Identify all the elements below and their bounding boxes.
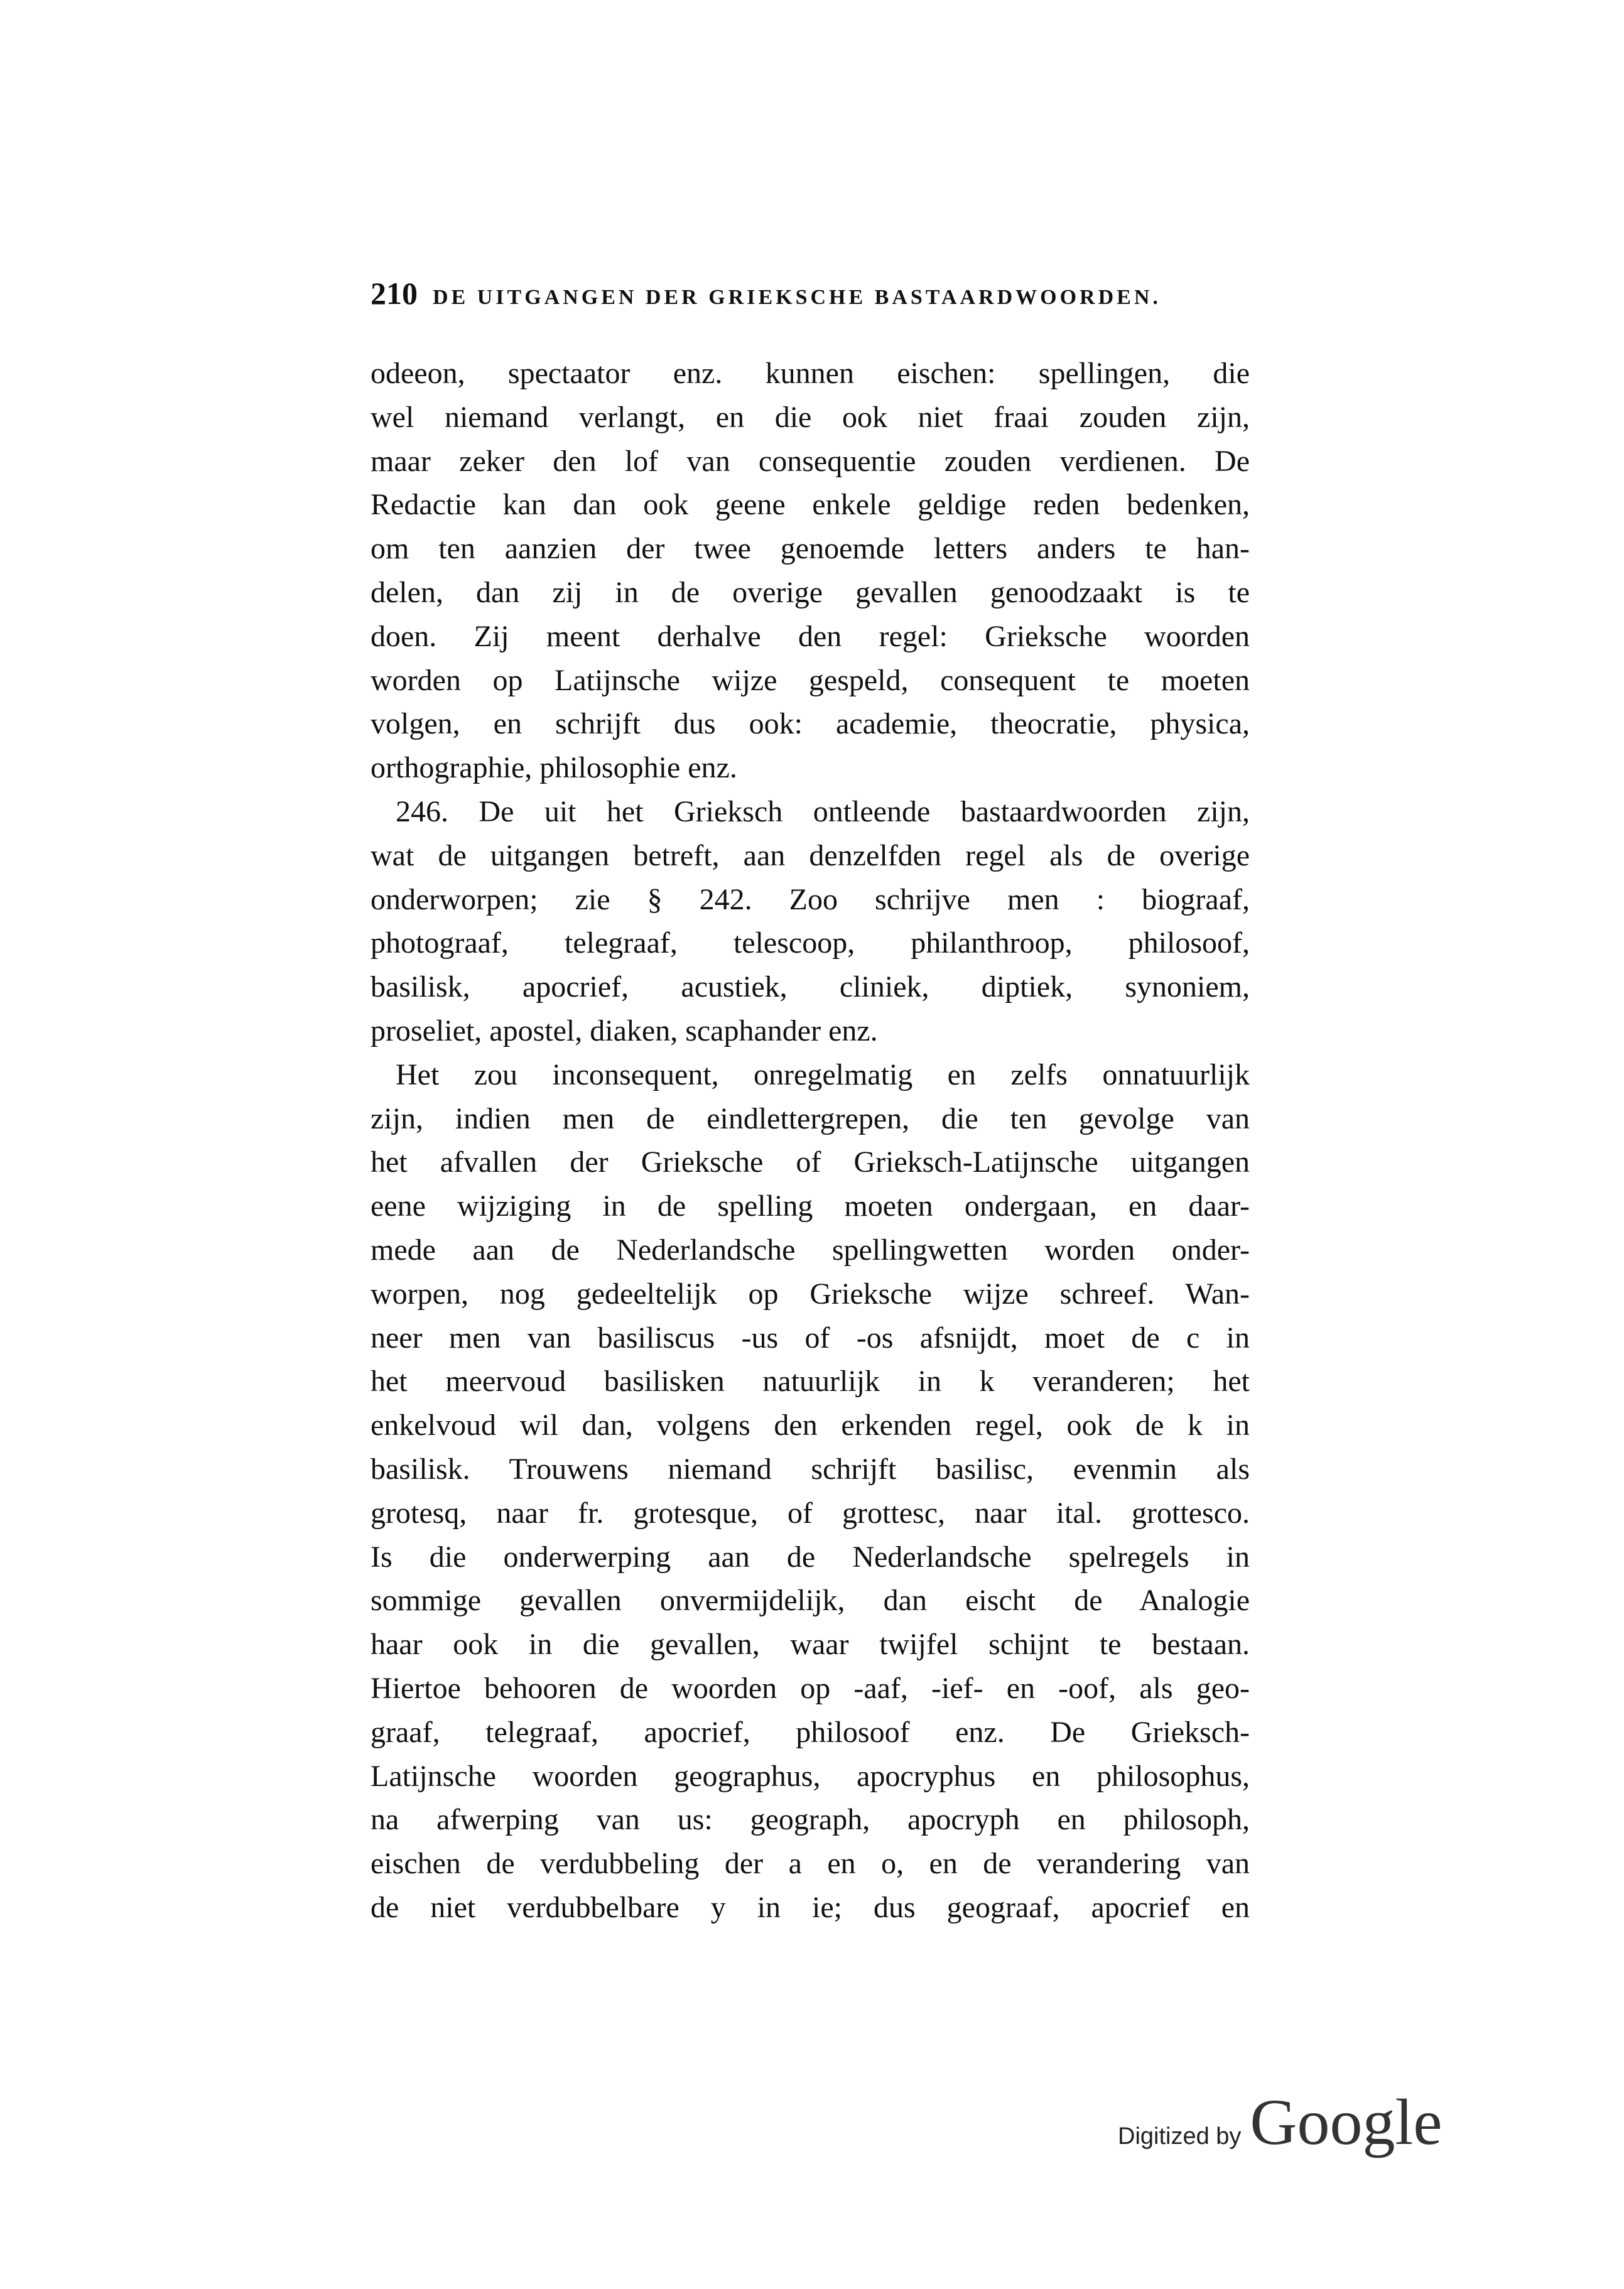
text-line: volgen, en schrijft dus ook: academie, theocratie, physica, (371, 707, 1250, 741)
text-line: om ten aanzien der twee genoemde letters anders te han- (371, 532, 1250, 566)
text-line: proseliet, apostel, diaken, scaphander enz. (371, 1014, 878, 1047)
text-line: onderworpen; zie § 242. Zoo schrijve men : biograaf, (371, 882, 1250, 916)
text-line: photograaf, telegraaf, telescoop, philanthroop, philosoof, (371, 926, 1250, 960)
page-number: 210 (371, 276, 418, 311)
text-line: basilisk. Trouwens niemand schrijft basilisc, evenmin als (371, 1452, 1250, 1486)
page-header (371, 275, 1250, 319)
text-line: neer men van basiliscus -us of -os afsnijdt, moet de c in (371, 1321, 1250, 1355)
text-line: odeeon, spectaator enz. kunnen eischen: spellingen, die (371, 357, 1250, 390)
text-line: maar zeker den lof van consequentie zouden verdienen. De (371, 444, 1250, 478)
digitized-by-label: Digitized by (1118, 2123, 1242, 2150)
text-line: sommige gevallen onvermijdelijk, dan eischt de Analogie (371, 1584, 1250, 1618)
text-line: Latijnsche woorden geographus, apocryphus en philosophus, (371, 1759, 1250, 1793)
text-line: zijn, indien men de eindlettergrepen, die ten gevolge van (371, 1101, 1250, 1135)
text-line: het afvallen der Grieksche of Grieksch-Latijnsche uitgangen (371, 1145, 1250, 1179)
text-line: eischen de verdubbeling der a en o, en de verandering van (371, 1847, 1250, 1881)
google-logo: Google (1250, 2086, 1443, 2158)
paragraph-start: 246. De uit het Grieksch ontleende bastaardwoorden zijn, (396, 794, 1250, 828)
text-line: worpen, nog gedeeltelijk op Grieksche wijze schreef. Wan- (371, 1277, 1250, 1311)
body-text (371, 352, 1250, 1930)
text-line: worden op Latijnsche wijze gespeld, consequent te moeten (371, 663, 1250, 697)
text-line: wat de uitgangen betreft, aan denzelfden regel als de overige (371, 838, 1250, 872)
text-line: haar ook in die gevallen, waar twijfel schijnt te bestaan. (371, 1628, 1250, 1662)
text-line: wel niemand verlangt, en die ook niet fraai zouden zijn, (371, 400, 1250, 434)
text-line: de niet verdubbelbare y in ie; dus geograaf, apocrief en (371, 1890, 1250, 1924)
text-line: Is die onderwerping aan de Nederlandsche spelregels in (371, 1540, 1250, 1574)
digitized-by-google-watermark (1118, 2085, 1470, 2158)
text-line: delen, dan zij in de overige gevallen genoodzaakt is te (371, 575, 1250, 609)
text-line: enkelvoud wil dan, volgens den erkenden regel, ook de k in (371, 1409, 1250, 1442)
text-line: doen. Zij meent derhalve den regel: Grieksche woorden (371, 619, 1250, 653)
text-line: orthographie, philosophie enz. (371, 751, 737, 785)
running-title: DE UITGANGEN DER GRIEKSCHE BASTAARDWOORDEN. (433, 286, 1161, 309)
text-line: graaf, telegraaf, apocrief, philosoof enz. De Grieksch- (371, 1715, 1250, 1749)
text-line: grotesq, naar fr. grotesque, of grottesc, naar ital. grottesco. (371, 1496, 1250, 1530)
text-line: Redactie kan dan ook geene enkele geldige reden bedenken, (371, 488, 1250, 522)
text-line: basilisk, apocrief, acustiek, cliniek, diptiek, synoniem, (371, 970, 1250, 1004)
text-line: na afwerping van us: geograph, apocryph en philosoph, (371, 1803, 1250, 1837)
text-line: mede aan de Nederlandsche spellingwetten worden onder- (371, 1233, 1250, 1267)
paragraph-start: Het zou inconsequent, onregelmatig en zelfs onnatuurlijk (396, 1058, 1250, 1091)
text-line: Hiertoe behooren de woorden op -aaf, -ief- en -oof, als geo- (371, 1671, 1250, 1705)
text-line: het meervoud basilisken natuurlijk in k veranderen; het (371, 1365, 1250, 1399)
text-line: eene wijziging in de spelling moeten ondergaan, en daar- (371, 1189, 1250, 1223)
